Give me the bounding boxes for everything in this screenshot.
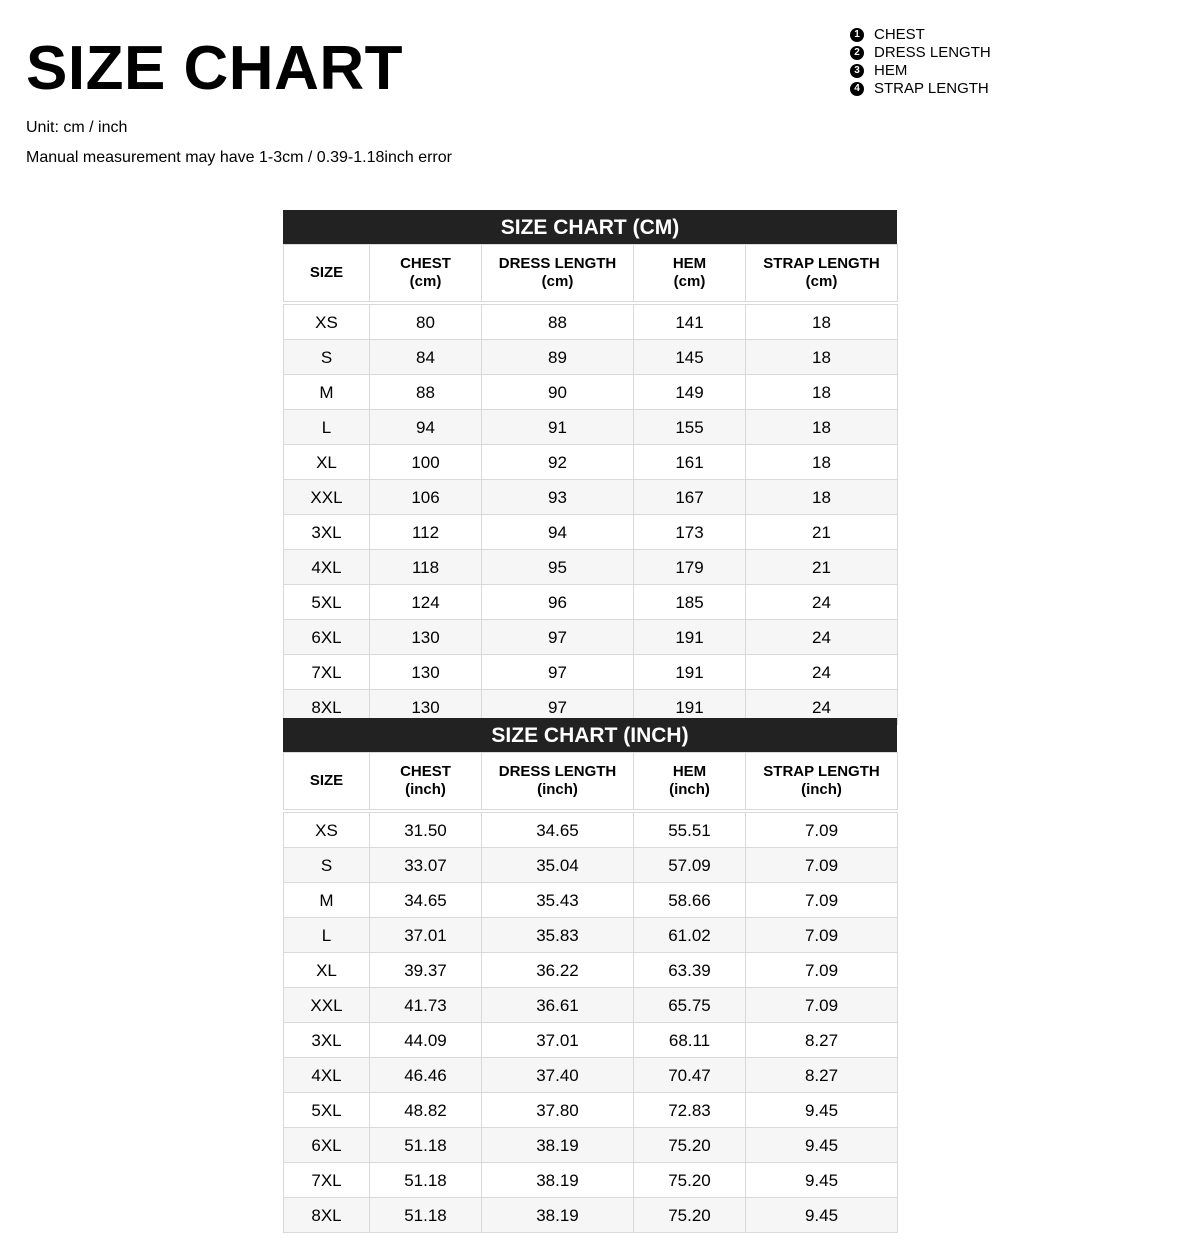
size-table [283, 752, 898, 1233]
measurement-cell: 112 [370, 515, 482, 550]
measurement-cell: 33.07 [370, 848, 482, 883]
measurement-cell: 130 [370, 690, 482, 725]
measurement-cell: 8.27 [746, 1023, 898, 1058]
table-row [284, 515, 898, 550]
measurement-cell: 37.01 [370, 918, 482, 953]
column-header-unit: (inch) [537, 781, 578, 798]
legend-label: HEM [874, 62, 908, 79]
size-cell: 5XL [284, 585, 370, 620]
table-row [284, 988, 898, 1023]
column-header [746, 245, 898, 302]
table-row [284, 1163, 898, 1198]
column-header-unit: (inch) [669, 781, 710, 798]
measurement-cell: 145 [634, 340, 746, 375]
table-row [284, 305, 898, 340]
size-cell: XS [284, 305, 370, 340]
measurement-cell: 179 [634, 550, 746, 585]
measurement-cell: 173 [634, 515, 746, 550]
measurement-cell: 130 [370, 655, 482, 690]
measurement-cell: 24 [746, 620, 898, 655]
table-row [284, 1093, 898, 1128]
measurement-cell: 51.18 [370, 1198, 482, 1233]
legend-label: DRESS LENGTH [874, 44, 991, 61]
table-row [284, 848, 898, 883]
measurement-cell: 185 [634, 585, 746, 620]
measurement-cell: 75.20 [634, 1198, 746, 1233]
size-cell: 7XL [284, 1163, 370, 1198]
size-cell: XS [284, 813, 370, 848]
measurement-cell: 100 [370, 445, 482, 480]
measurement-cell: 24 [746, 655, 898, 690]
table-row [284, 480, 898, 515]
size-cell: XL [284, 445, 370, 480]
size-cell: M [284, 883, 370, 918]
measurement-cell: 51.18 [370, 1128, 482, 1163]
column-header-unit: (cm) [409, 273, 442, 290]
table-row [284, 375, 898, 410]
measurement-cell: 41.73 [370, 988, 482, 1023]
measurement-cell: 18 [746, 375, 898, 410]
measurement-cell: 93 [482, 480, 634, 515]
measurement-cell: 70.47 [634, 1058, 746, 1093]
measurement-cell: 191 [634, 620, 746, 655]
measurement-cell: 9.45 [746, 1128, 898, 1163]
measurement-cell: 24 [746, 690, 898, 725]
measurement-cell: 7.09 [746, 813, 898, 848]
size-cell: XXL [284, 480, 370, 515]
column-header [634, 753, 746, 810]
measurement-cell: 141 [634, 305, 746, 340]
unit-note: Unit: cm / inch [26, 119, 128, 136]
table-title: SIZE CHART (CM) [283, 210, 897, 244]
measurement-cell: 31.50 [370, 813, 482, 848]
table-row [284, 813, 898, 848]
measurement-cell: 7.09 [746, 848, 898, 883]
legend-label: CHEST [874, 26, 925, 43]
size-chart-cm [283, 210, 897, 725]
column-header-unit: (cm) [673, 273, 706, 290]
column-header [370, 753, 482, 810]
column-header [482, 753, 634, 810]
column-header [284, 753, 370, 810]
measurement-legend [850, 26, 991, 98]
page-title: SIZE CHART [26, 34, 403, 103]
measurement-cell: 94 [370, 410, 482, 445]
measurement-cell: 55.51 [634, 813, 746, 848]
size-cell: 5XL [284, 1093, 370, 1128]
column-header [370, 245, 482, 302]
number-4-icon: 4 [850, 82, 864, 96]
column-header-name: DRESS LENGTH [498, 763, 617, 780]
measurement-cell: 21 [746, 550, 898, 585]
measurement-cell: 106 [370, 480, 482, 515]
column-header-unit: (cm) [541, 273, 574, 290]
measurement-cell: 37.01 [482, 1023, 634, 1058]
size-cell: 4XL [284, 550, 370, 585]
measurement-cell: 167 [634, 480, 746, 515]
size-cell: 8XL [284, 690, 370, 725]
measurement-cell: 61.02 [634, 918, 746, 953]
measurement-cell: 18 [746, 410, 898, 445]
size-cell: S [284, 848, 370, 883]
measurement-cell: 97 [482, 690, 634, 725]
column-header-name: STRAP LENGTH [763, 255, 880, 272]
measurement-cell: 96 [482, 585, 634, 620]
table-row [284, 340, 898, 375]
measurement-cell: 68.11 [634, 1023, 746, 1058]
measurement-cell: 35.43 [482, 883, 634, 918]
measurement-cell: 63.39 [634, 953, 746, 988]
column-header-name: CHEST [400, 763, 451, 780]
measurement-cell: 18 [746, 340, 898, 375]
table-row [284, 655, 898, 690]
column-header-unit: (inch) [405, 781, 446, 798]
column-header [482, 245, 634, 302]
measurement-cell: 44.09 [370, 1023, 482, 1058]
measurement-cell: 38.19 [482, 1163, 634, 1198]
measurement-cell: 130 [370, 620, 482, 655]
measurement-cell: 75.20 [634, 1128, 746, 1163]
legend-item-hem [850, 62, 991, 80]
measurement-cell: 94 [482, 515, 634, 550]
column-header-name: DRESS LENGTH [498, 255, 617, 272]
measurement-cell: 95 [482, 550, 634, 585]
measurement-cell: 34.65 [482, 813, 634, 848]
measurement-cell: 7.09 [746, 988, 898, 1023]
size-cell: 3XL [284, 1023, 370, 1058]
measurement-note: Manual measurement may have 1-3cm / 0.39-1.18inch error [26, 149, 452, 166]
measurement-cell: 39.37 [370, 953, 482, 988]
table-row [284, 918, 898, 953]
size-cell: 6XL [284, 620, 370, 655]
measurement-cell: 9.45 [746, 1198, 898, 1233]
measurement-cell: 34.65 [370, 883, 482, 918]
measurement-cell: 48.82 [370, 1093, 482, 1128]
measurement-cell: 97 [482, 655, 634, 690]
column-header-unit: (cm) [805, 273, 838, 290]
measurement-cell: 58.66 [634, 883, 746, 918]
column-header-name: SIZE [309, 772, 344, 789]
measurement-cell: 88 [370, 375, 482, 410]
table-row [284, 1058, 898, 1093]
measurement-cell: 18 [746, 445, 898, 480]
measurement-cell: 88 [482, 305, 634, 340]
measurement-cell: 90 [482, 375, 634, 410]
measurement-cell: 7.09 [746, 883, 898, 918]
measurement-cell: 155 [634, 410, 746, 445]
measurement-cell: 80 [370, 305, 482, 340]
table-row [284, 550, 898, 585]
table-row [284, 620, 898, 655]
column-header-name: CHEST [400, 255, 451, 272]
legend-label: STRAP LENGTH [874, 80, 989, 97]
size-cell: M [284, 375, 370, 410]
size-cell: 8XL [284, 1198, 370, 1233]
table-row [284, 883, 898, 918]
measurement-cell: 18 [746, 305, 898, 340]
measurement-cell: 191 [634, 655, 746, 690]
measurement-cell: 38.19 [482, 1198, 634, 1233]
table-row [284, 445, 898, 480]
measurement-cell: 57.09 [634, 848, 746, 883]
column-header [746, 753, 898, 810]
measurement-cell: 9.45 [746, 1093, 898, 1128]
measurement-cell: 161 [634, 445, 746, 480]
size-chart-inch [283, 718, 897, 1233]
size-cell: 7XL [284, 655, 370, 690]
measurement-cell: 18 [746, 480, 898, 515]
table-row [284, 1128, 898, 1163]
column-header-name: STRAP LENGTH [763, 763, 880, 780]
measurement-cell: 7.09 [746, 953, 898, 988]
measurement-cell: 92 [482, 445, 634, 480]
measurement-cell: 75.20 [634, 1163, 746, 1198]
table-title: SIZE CHART (INCH) [283, 718, 897, 752]
measurement-cell: 51.18 [370, 1163, 482, 1198]
measurement-cell: 97 [482, 620, 634, 655]
size-table [283, 244, 898, 725]
size-cell: L [284, 410, 370, 445]
measurement-cell: 9.45 [746, 1163, 898, 1198]
table-row [284, 410, 898, 445]
measurement-cell: 118 [370, 550, 482, 585]
legend-item-chest [850, 26, 991, 44]
column-header-unit: (inch) [801, 781, 842, 798]
measurement-cell: 89 [482, 340, 634, 375]
measurement-cell: 36.61 [482, 988, 634, 1023]
table-row [284, 953, 898, 988]
column-header-name: HEM [672, 255, 707, 272]
measurement-cell: 37.40 [482, 1058, 634, 1093]
column-header-name: SIZE [309, 264, 344, 281]
measurement-cell: 91 [482, 410, 634, 445]
size-cell: 4XL [284, 1058, 370, 1093]
size-cell: S [284, 340, 370, 375]
table-row [284, 1023, 898, 1058]
measurement-cell: 38.19 [482, 1128, 634, 1163]
column-header [284, 245, 370, 302]
size-cell: 6XL [284, 1128, 370, 1163]
legend-item-strap-length [850, 80, 991, 98]
measurement-cell: 37.80 [482, 1093, 634, 1128]
measurement-cell: 149 [634, 375, 746, 410]
size-cell: L [284, 918, 370, 953]
measurement-cell: 84 [370, 340, 482, 375]
number-1-icon: 1 [850, 28, 864, 42]
size-cell: XXL [284, 988, 370, 1023]
table-row [284, 585, 898, 620]
measurement-cell: 21 [746, 515, 898, 550]
size-cell: XL [284, 953, 370, 988]
table-row [284, 1198, 898, 1233]
measurement-cell: 36.22 [482, 953, 634, 988]
measurement-cell: 72.83 [634, 1093, 746, 1128]
measurement-cell: 7.09 [746, 918, 898, 953]
legend-item-dress-length [850, 44, 991, 62]
column-header [634, 245, 746, 302]
measurement-cell: 8.27 [746, 1058, 898, 1093]
measurement-cell: 124 [370, 585, 482, 620]
measurement-cell: 35.83 [482, 918, 634, 953]
measurement-cell: 24 [746, 585, 898, 620]
measurement-cell: 46.46 [370, 1058, 482, 1093]
measurement-cell: 65.75 [634, 988, 746, 1023]
number-3-icon: 3 [850, 64, 864, 78]
column-header-name: HEM [672, 763, 707, 780]
size-cell: 3XL [284, 515, 370, 550]
measurement-cell: 35.04 [482, 848, 634, 883]
number-2-icon: 2 [850, 46, 864, 60]
measurement-cell: 191 [634, 690, 746, 725]
